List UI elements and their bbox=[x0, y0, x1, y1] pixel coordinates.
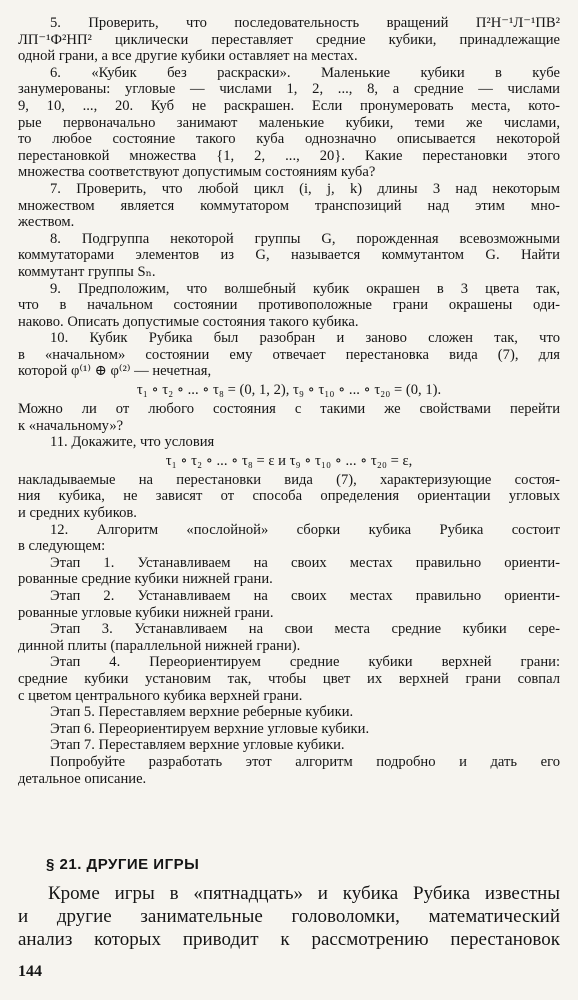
problem-10-equation: τ₁ ∘ τ₂ ∘ ... ∘ τ₈ = (0, 1, 2), τ₉ ∘ τ₁₀ ∘ ... ∘ τ₂₀ = (0, 1). bbox=[136, 382, 442, 399]
stage-4-line-3: с цветом центрального кубика верхней грани. bbox=[18, 687, 303, 704]
problem-10-line-1: 10. Кубик Рубика был разобран и заново сложен так, что bbox=[50, 330, 560, 347]
problem-6-line-3: 9, 10, ..., 20. Куб не раскрашен. Если пронумеровать места, кото- bbox=[18, 97, 560, 114]
problem-9-line-2: что в начальном состоянии противоположные грани окрашены оди- bbox=[18, 297, 560, 314]
problem-6-line-6: перестановкой множества {1, 2, ..., 20}. Какие перестановки этого bbox=[18, 147, 560, 164]
problem-12-line-2: в следующем: bbox=[18, 538, 106, 555]
problem-8-line-3: коммутант группы Sₙ. bbox=[18, 263, 156, 280]
problem-10-line-3: которой φ⁽¹⁾ ⊕ φ⁽²⁾ — нечетная, bbox=[18, 363, 212, 380]
problem-7-line-1: 7. Проверить, что любой цикл (i, j, k) длины 3 над некоторым bbox=[50, 180, 560, 197]
stage-2-line-2: рованные угловые кубики нижней грани. bbox=[18, 604, 274, 621]
problem-10-line-4: Можно ли от любого состояния с такими же свойствами перейти bbox=[18, 401, 560, 418]
closing-line-2: детальное описание. bbox=[18, 770, 147, 787]
intro-line-3: анализ которых приводит к рассмотрению перестановок bbox=[18, 929, 560, 950]
problem-6-line-7: множества соответствуют допустимым состояниям куба? bbox=[18, 164, 376, 181]
stage-4-line-2: средние кубики установим так, чтобы цвет их верхней грани совпал bbox=[18, 670, 560, 687]
stage-6-line: Этап 6. Переориентируем верхние угловые кубики. bbox=[50, 720, 370, 737]
problems-block bbox=[18, 15, 560, 787]
intro-paragraph bbox=[18, 882, 560, 951]
stage-2-line-1: Этап 2. Устанавливаем на своих местах правильно ориенти- bbox=[50, 588, 560, 604]
problem-5-line-3: одной грани, а все другие кубики оставляет на местах. bbox=[18, 48, 358, 65]
stage-3-line-2: динной плиты (параллельной нижней грани). bbox=[18, 637, 301, 654]
problem-11-equation: τ₁ ∘ τ₂ ∘ ... ∘ τ₈ = ε и τ₉ ∘ τ₁₀ ∘ ... ∘ τ₂₀ = ε, bbox=[165, 452, 413, 469]
problem-10-line-2: в «начальном» состоянии ему отвечает перестановка вида (7), для bbox=[18, 346, 560, 363]
problem-8-line-1: 8. Подгруппа некоторой группы G, порожденная всевозможными bbox=[50, 230, 560, 247]
stage-1-line-2: рованные средние кубики нижней грани. bbox=[18, 571, 273, 588]
problem-7-line-2: множеством является коммутатором транспозиций над этим мно- bbox=[18, 197, 560, 214]
problem-11-line-2: накладываемые на перестановки вида (7), характеризующие состоя- bbox=[18, 471, 560, 488]
problem-12-line-1: 12. Алгоритм «послойной» сборки кубика Рубика состоит bbox=[50, 521, 560, 538]
section-heading: § 21. ДРУГИЕ ИГРЫ bbox=[46, 856, 200, 873]
stage-5-line: Этап 5. Переставляем верхние реберные кубики. bbox=[50, 704, 354, 721]
problem-6-line-2: занумерованы: угловые — числами 1, 2, ..., 8, а средние — числами bbox=[18, 81, 560, 98]
stage-1-line-1: Этап 1. Устанавливаем на своих местах правильно ориенти- bbox=[50, 554, 560, 571]
stage-3-line-1: Этап 3. Устанавливаем на свои места средние кубики серe- bbox=[50, 621, 560, 638]
problem-5-line-1: 5. Проверить, что последовательность вращений П²Н⁻¹Л⁻¹ПВ² bbox=[50, 15, 560, 31]
problem-9-line-1: 9. Предположим, что волшебный кубик окрашен в 3 цвета так, bbox=[50, 280, 560, 297]
intro-line-2: и другие занимательные головоломки, математический bbox=[18, 906, 560, 927]
problem-11-line-1: 11. Докажите, что условия bbox=[50, 434, 215, 451]
problem-6-line-5: то любое состояние такого куба однозначно описывается некоторой bbox=[18, 131, 560, 148]
closing-line-1: Попробуйте разработать этот алгоритм подробно и дать его bbox=[50, 753, 560, 770]
problem-11-line-4: и средних кубиков. bbox=[18, 505, 137, 522]
problem-7-line-3: жеством. bbox=[18, 214, 75, 231]
page-number: 144 bbox=[18, 963, 42, 980]
intro-line-1: Кроме игры в «пятнадцать» и кубика Рубика известны bbox=[48, 883, 560, 904]
problem-10-line-5: к «начальному»? bbox=[18, 417, 124, 434]
problem-6-line-4: рые первоначально занимают маленькие кубики, теми же числами, bbox=[18, 114, 560, 131]
problem-11-line-3: ния кубика, не зависят от способа определения ориентации угловых bbox=[18, 488, 560, 505]
problem-8-line-2: коммутаторами элементов из G, называется коммутантом G. Найти bbox=[18, 247, 560, 264]
stage-4-line-1: Этап 4. Переориентируем средние кубики верхней грани: bbox=[50, 654, 560, 671]
problem-6-line-1: 6. «Кубик без раскраски». Маленькие кубики в кубе bbox=[50, 64, 560, 81]
problem-9-line-3: наково. Описать допустимые состояния такого кубика. bbox=[18, 313, 359, 330]
stage-7-line: Этап 7. Переставляем верхние угловые кубики. bbox=[50, 737, 345, 754]
problem-5-line-2: ЛП⁻¹Ф²НП² циклически переставляет средние кубики, принадлежащие bbox=[18, 31, 560, 48]
